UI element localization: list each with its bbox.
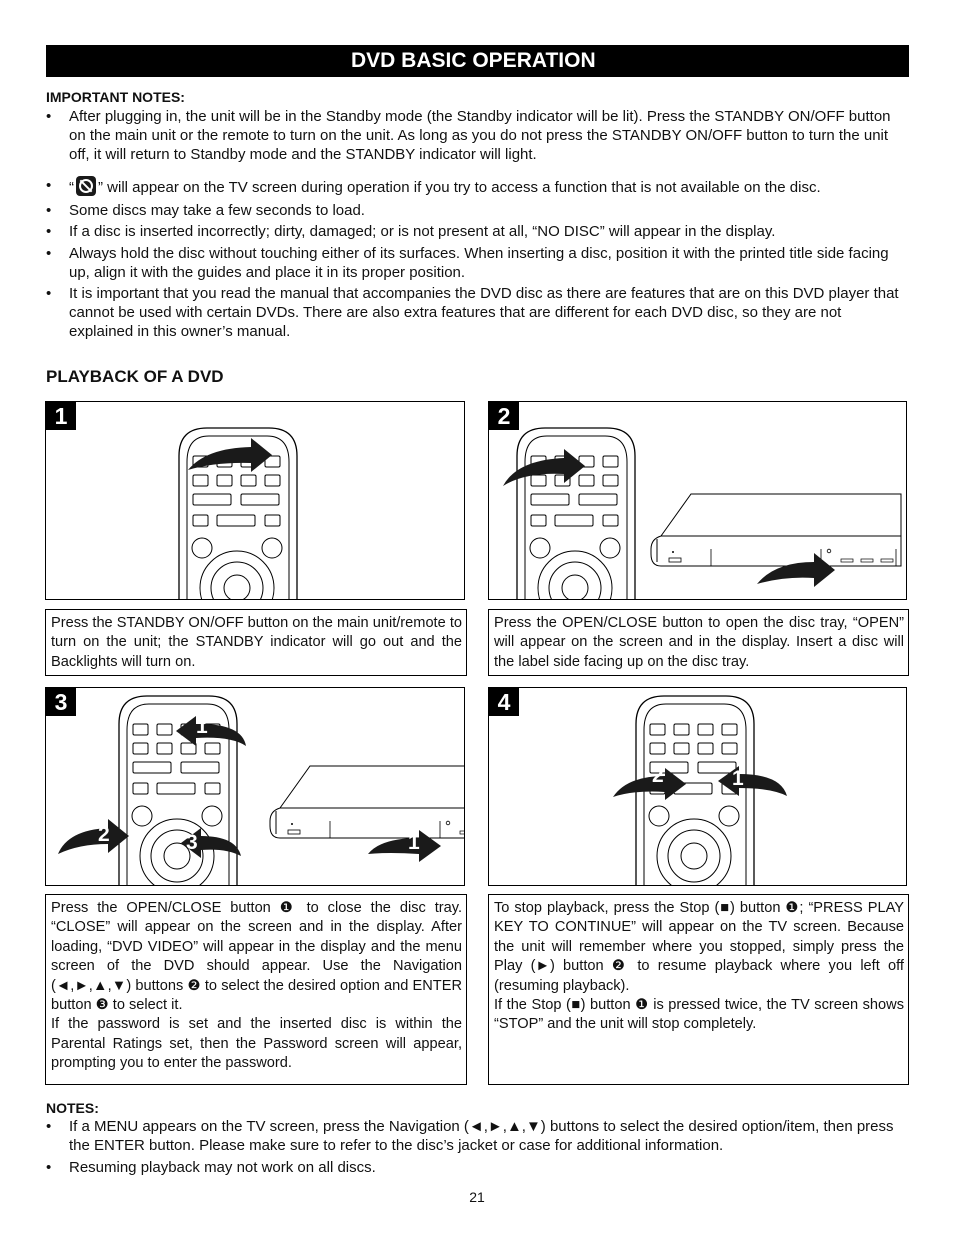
step-3-caption (45, 894, 467, 1085)
step-3-illustration (45, 687, 465, 886)
page-number: 21 (469, 1189, 485, 1205)
step-2-remote-player-drawing (489, 402, 907, 600)
step-number: 2 (489, 402, 519, 430)
step-number: 1 (46, 402, 76, 430)
step-2-illustration (488, 401, 907, 600)
callout-2: 2 (652, 764, 664, 787)
important-notes-list (46, 107, 909, 164)
caption-text: To stop playback, press the Stop (■) button ❶; “PRESS PLAY KEY TO CONTINUE” will appear on the TV screen. Because the unit will remember where you stopped, simply press the Play (►) button ❷ to resume playback where you left off (resuming playback). (494, 900, 904, 994)
notes-heading: NOTES: (46, 1100, 99, 1116)
icon-item-text: ” will appear on the TV screen during operation if you try to access a function that is not available on the disc. (98, 179, 821, 196)
callout-1b: 1 (408, 831, 420, 854)
step-number: 4 (489, 688, 519, 716)
playback-heading: PLAYBACK OF A DVD (46, 367, 224, 386)
step-1-caption (45, 609, 467, 676)
caption-text: Press the STANDBY ON/OFF button on the main unit/remote to turn on the unit; the STANDBY indicator will go out and the Backlights will turn on. (51, 615, 462, 670)
list-item: • After plugging in, the unit will be in the Standby mode (the Standby indicator will be lit). Press the STANDBY ON/OFF button on the main unit or the remote to turn on the unit. As long as you do not press the STANDBY ON/OFF button to turn the unit off, it will return to Standby mode and the STANDBY indicator will light. (46, 107, 909, 164)
caption-text: Press the OPEN/CLOSE button to open the disc tray, “OPEN” will appear on the screen and in the display. Insert a disc will the label side facing up on the disc tray. (494, 615, 904, 670)
notes-list (46, 1117, 909, 1177)
page-title: DVD BASIC OPERATION (351, 49, 596, 72)
callout-3: 3 (186, 831, 198, 854)
list-item: • Resuming playback may not work on all discs. (46, 1158, 909, 1177)
step-4-remote-drawing (489, 688, 907, 886)
step-4-caption (488, 894, 909, 1085)
important-notes-list-2 (46, 176, 909, 341)
list-item: • If a disc is inserted incorrectly; dirty, damaged; or is not present at all, “NO DISC” will appear in the display. (46, 222, 909, 241)
list-item: • If a MENU appears on the TV screen, press the Navigation (◄,►,▲,▼) buttons to select the desired option/item, then press the ENTER button. Please make sure to refer to the disc’s jacket or case for additional information. (46, 1117, 909, 1155)
callout-2: 2 (98, 823, 110, 846)
caption-text: If the Stop (■) button ❶ is pressed twice, the TV screen shows “STOP” and the unit will stop completely. (494, 997, 904, 1033)
open-quote: “ (69, 179, 74, 196)
list-item (46, 176, 909, 197)
list-item: • Some discs may take a few seconds to load. (46, 201, 909, 220)
list-item: • Always hold the disc without touching either of its surfaces. When inserting a disc, position it with the printed title side facing up, align it with the guides and place it in its proper position. (46, 244, 909, 282)
caption-text: Press the OPEN/CLOSE button ❶ to close the disc tray. “CLOSE” will appear on the screen and in the display. After loading, “DVD VIDEO” will appear in the display and the menu screen of the DVD should appear. Use the Navigation (◄,►,▲,▼) buttons ❷ to select the desired option and ENTER button ❸ to select it. (51, 900, 462, 1014)
step-3-remote-player-drawing (46, 688, 465, 886)
step-1-remote-drawing (46, 402, 465, 600)
no-entry-disc-icon (76, 176, 96, 196)
callout-1: 1 (732, 767, 744, 790)
step-number: 3 (46, 688, 76, 716)
important-notes-heading: IMPORTANT NOTES: (46, 89, 185, 105)
step-4-illustration (488, 687, 907, 886)
callout-1: 1 (196, 715, 208, 738)
list-item: • It is important that you read the manual that accompanies the DVD disc as there are features that are on this DVD player that cannot be used with certain DVDs. There are also extra features that are different for each DVD disc, so they are not explained in this owner’s manual. (46, 284, 909, 341)
page-title-banner (46, 45, 909, 77)
step-2-caption (488, 609, 909, 676)
caption-text: If the password is set and the inserted disc is within the Parental Ratings set, then the Password screen will appear, prompting you to enter the password. (51, 1016, 462, 1072)
step-1-illustration (45, 401, 465, 600)
